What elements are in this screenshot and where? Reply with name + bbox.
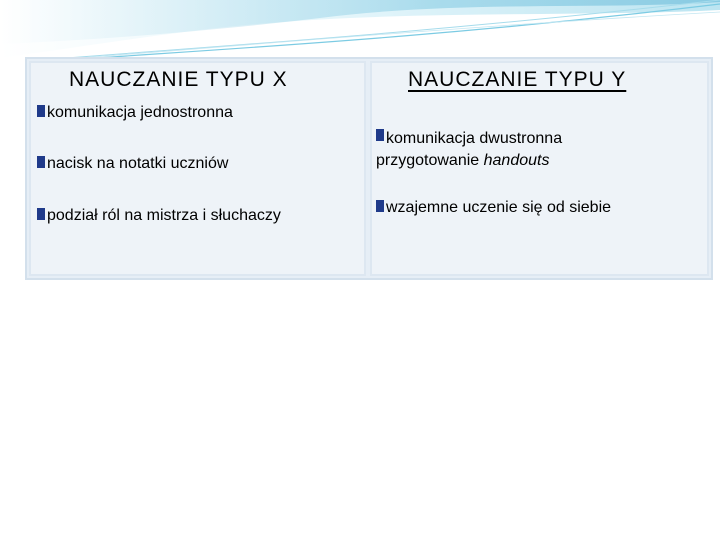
left-bullet-2: nacisk na notatki uczniów [37, 155, 228, 173]
right-column [370, 61, 709, 276]
left-column [29, 61, 366, 276]
right-column-title: NAUCZANIE TYPU Y [408, 68, 627, 91]
right-bullet-2: wzajemne uczenie się od siebie [376, 199, 611, 217]
left-bullet-1: komunikacja jednostronna [37, 104, 233, 122]
bullet-square-icon [376, 129, 384, 141]
bullet-square-icon [37, 208, 45, 220]
right-bullet-1: komunikacja dwustronna przygotowanie handouts [376, 128, 562, 172]
bullet-square-icon [376, 200, 384, 212]
right-bullet-1-continuation: przygotowanie handouts [376, 152, 550, 169]
left-bullet-3: podział ról na mistrza i słuchaczy [37, 207, 281, 225]
handouts-emphasis: handouts [483, 152, 550, 169]
comparison-table [25, 57, 713, 280]
bullet-square-icon [37, 105, 45, 117]
left-column-title: NAUCZANIE TYPU X [69, 68, 288, 91]
bullet-square-icon [37, 156, 45, 168]
